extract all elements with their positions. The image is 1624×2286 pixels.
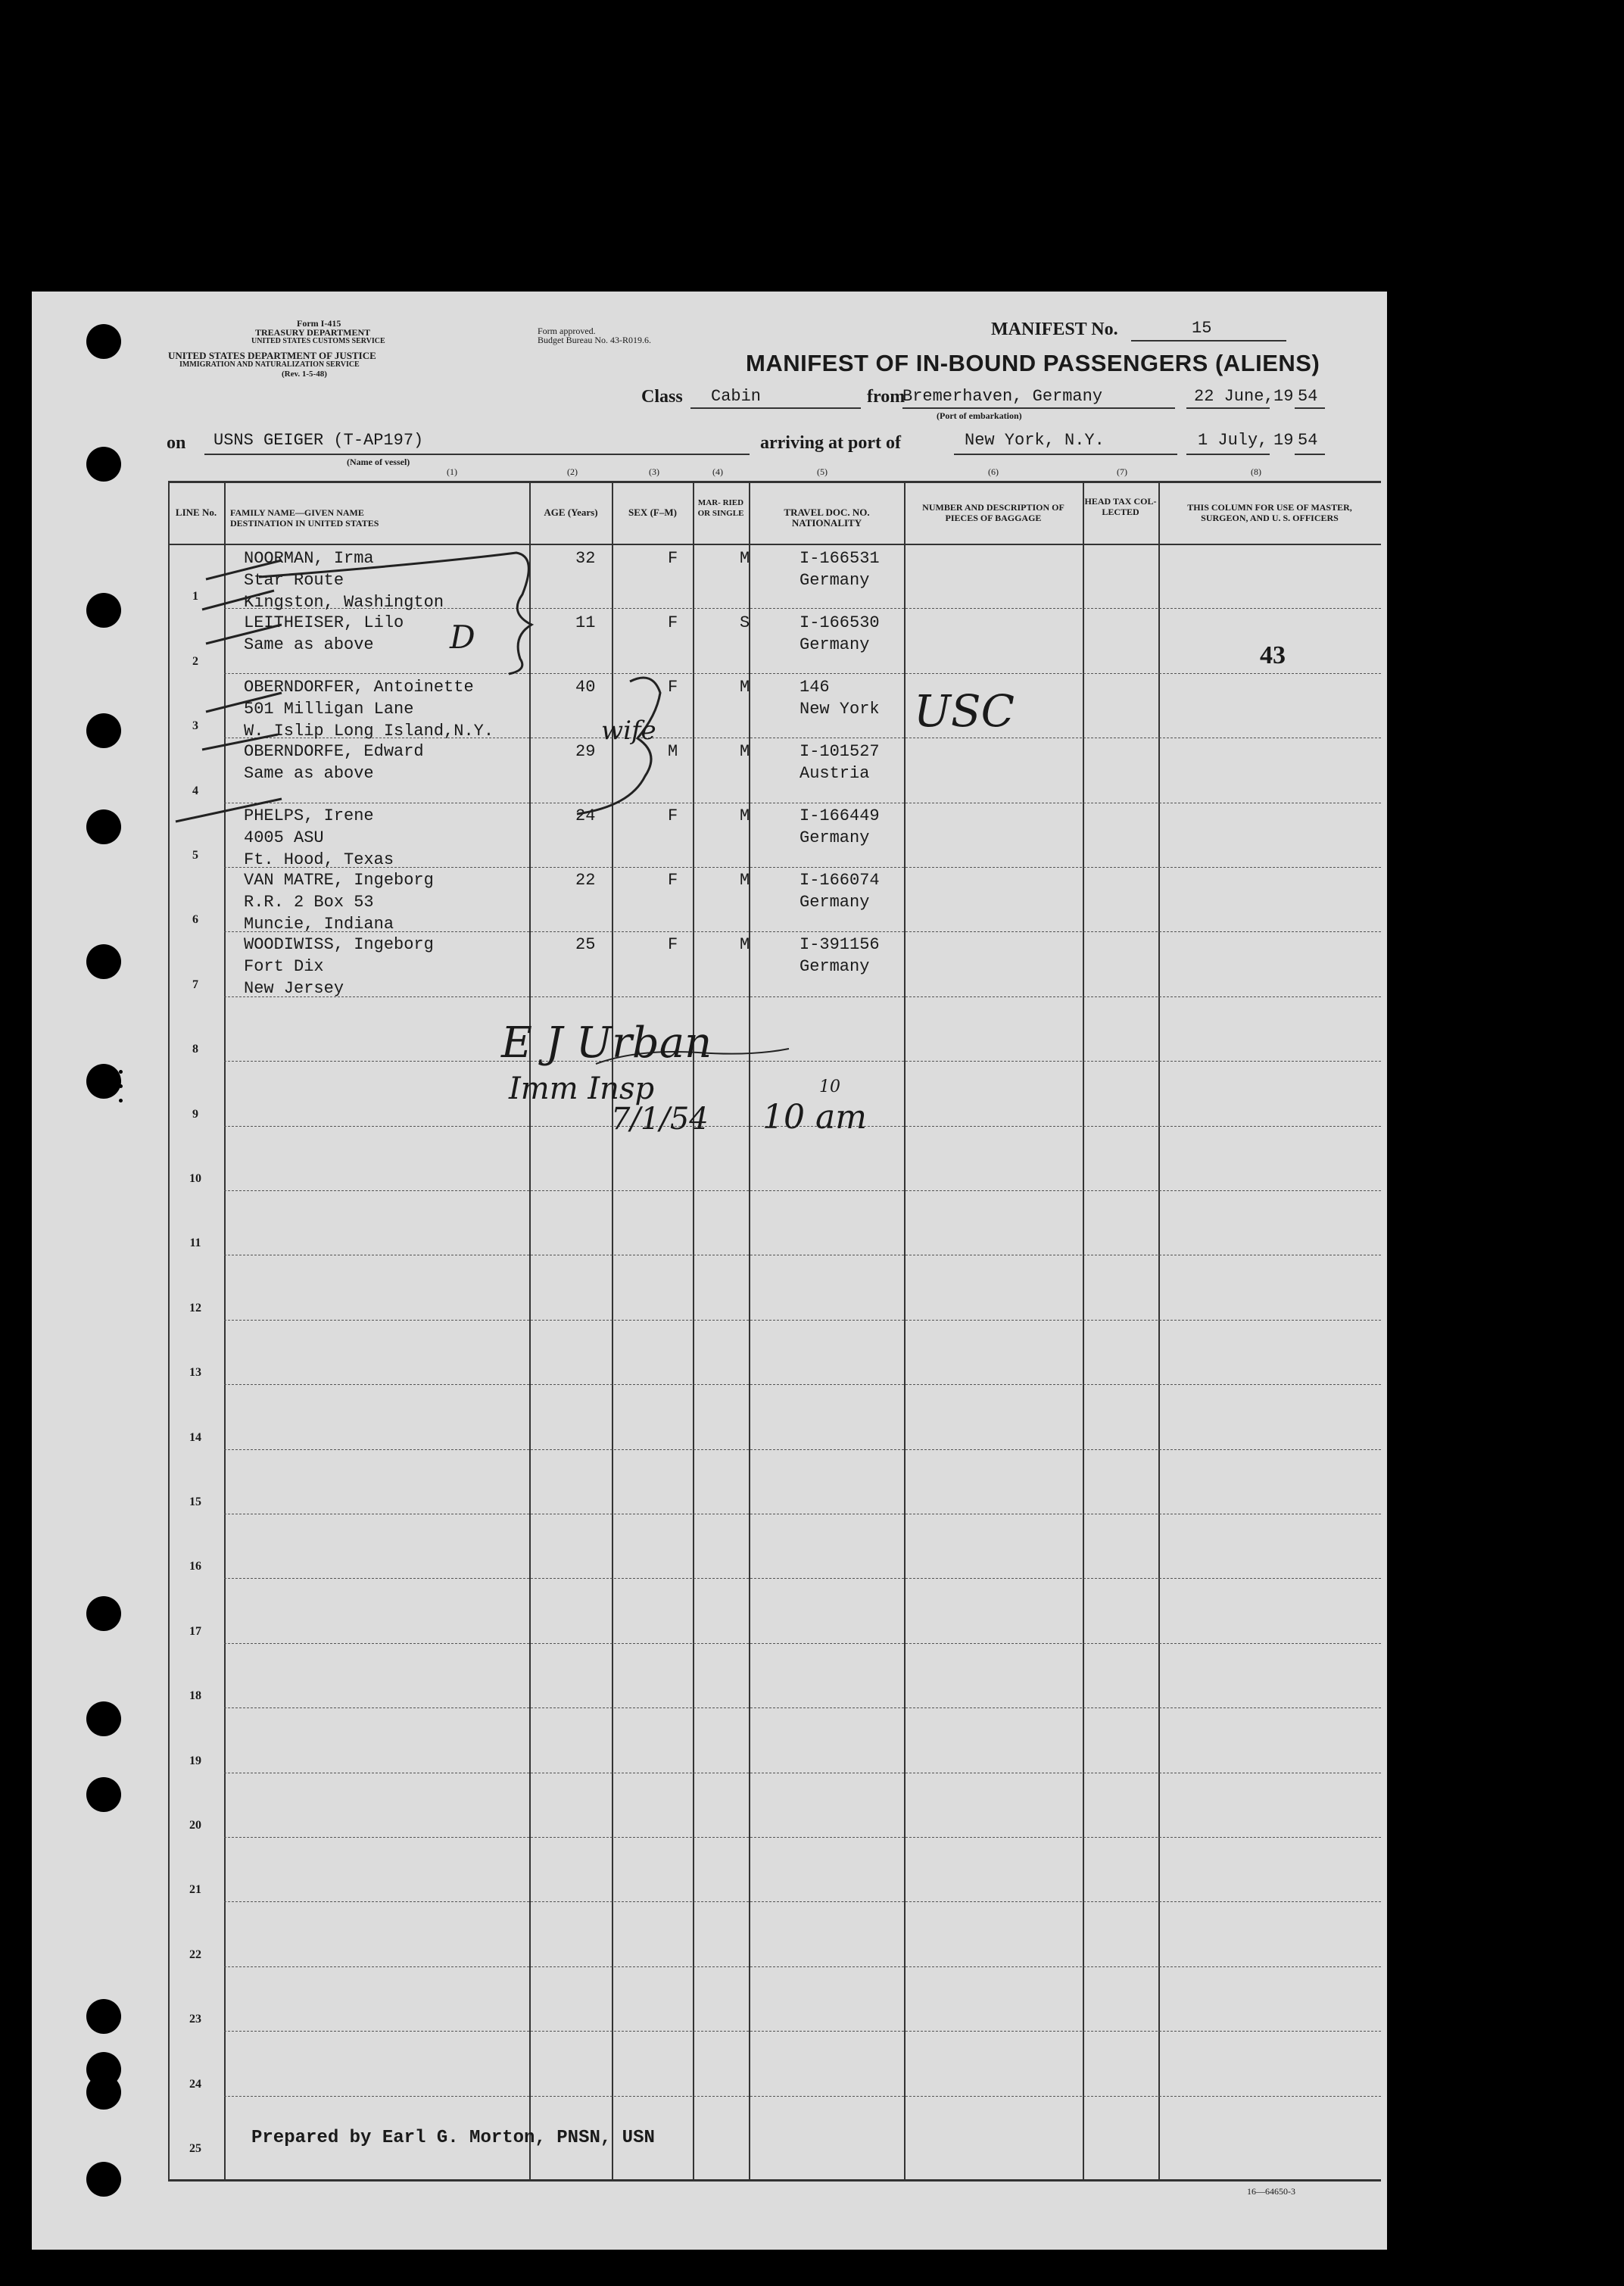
line-number: 10 bbox=[189, 1172, 201, 1185]
manifest-title: MANIFEST OF IN-BOUND PASSENGERS (ALIENS) bbox=[746, 350, 1320, 376]
vessel-name: USNS GEIGER (T-AP197) bbox=[214, 431, 424, 450]
class-value: Cabin bbox=[711, 387, 762, 406]
passenger-sex: F bbox=[668, 678, 678, 697]
vessel-caption: (Name of vessel) bbox=[347, 457, 410, 467]
line-number: 24 bbox=[189, 2077, 201, 2091]
depart-year: 54 bbox=[1298, 387, 1318, 406]
travel-doc-number: I-166449 bbox=[800, 806, 880, 825]
col-header-officers: THIS COLUMN FOR USE OF MASTER, SURGEON, AND U. S. OFFICERS bbox=[1187, 502, 1352, 523]
passenger-destination: 501 Milligan Lane bbox=[244, 700, 414, 719]
row-divider bbox=[224, 1966, 1381, 1967]
punch-hole bbox=[86, 2162, 121, 2197]
punch-hole bbox=[86, 944, 121, 979]
punch-hole bbox=[86, 1701, 121, 1736]
col-header-head-tax: HEAD TAX COL- LECTED bbox=[1084, 496, 1157, 517]
line-number: 3 bbox=[192, 719, 198, 733]
row-divider bbox=[224, 996, 1381, 997]
passenger-name: OBERNDORFE, Edward bbox=[244, 742, 424, 761]
passenger-destination: Fort Dix bbox=[244, 957, 324, 976]
row-divider bbox=[224, 1837, 1381, 1838]
col-header-age: AGE (Years) bbox=[544, 507, 598, 518]
line-number: 13 bbox=[189, 1366, 201, 1380]
passenger-name: LEITHEISER, Lilo bbox=[244, 613, 404, 632]
inspection-time-mark: 10 bbox=[819, 1078, 840, 1096]
arrival-port: New York, N.Y. bbox=[965, 431, 1105, 450]
row-divider bbox=[224, 1449, 1381, 1450]
row-divider bbox=[224, 1707, 1381, 1708]
passenger-sex: F bbox=[668, 806, 678, 825]
punch-hole bbox=[86, 1596, 121, 1631]
form-approved: Form approved. bbox=[538, 326, 596, 336]
line-number: 23 bbox=[189, 2013, 201, 2026]
col-num: (1) bbox=[447, 466, 457, 477]
row-divider bbox=[224, 1643, 1381, 1644]
line-number: 4 bbox=[192, 784, 198, 797]
passenger-age: 40 bbox=[575, 678, 596, 697]
punch-speck bbox=[119, 1070, 123, 1074]
nationality: Germany bbox=[800, 957, 870, 976]
nationality: Austria bbox=[800, 764, 870, 783]
punch-hole bbox=[86, 1777, 121, 1812]
line-number: 22 bbox=[189, 1948, 201, 1961]
punch-hole bbox=[86, 324, 121, 359]
punch-hole bbox=[86, 447, 121, 482]
dept-treasury-sub: UNITED STATES CUSTOMS SERVICE bbox=[251, 337, 385, 345]
handwritten-usc: USC bbox=[914, 685, 1015, 737]
punch-hole bbox=[86, 1064, 121, 1099]
dept-treasury: TREASURY DEPARTMENT bbox=[255, 327, 371, 338]
line-number: 21 bbox=[189, 1883, 201, 1897]
inspector-title: Imm Insp bbox=[509, 1071, 655, 1106]
arriving-label: arriving at port of bbox=[760, 433, 901, 453]
passenger-destination: 4005 ASU bbox=[244, 828, 324, 847]
col-num: (3) bbox=[649, 466, 659, 477]
passenger-name: WOODIWISS, Ingeborg bbox=[244, 935, 434, 954]
passenger-age: 32 bbox=[575, 549, 596, 568]
passenger-destination: R.R. 2 Box 53 bbox=[244, 893, 374, 912]
passenger-sex: F bbox=[668, 871, 678, 890]
passenger-name: VAN MATRE, Ingeborg bbox=[244, 871, 434, 890]
travel-doc-number: 146 bbox=[800, 678, 830, 697]
passenger-destination: Same as above bbox=[244, 764, 374, 783]
col-header-line-no: LINE No. bbox=[175, 507, 217, 518]
form-revision: (Rev. 1-5-48) bbox=[282, 370, 327, 379]
dept-justice-sub: IMMIGRATION AND NATURALIZATION SERVICE bbox=[179, 360, 360, 369]
col-header-baggage: NUMBER AND DESCRIPTION OF PIECES OF BAGGAGE bbox=[922, 502, 1064, 523]
travel-doc-number: I-166074 bbox=[800, 871, 880, 890]
nationality: Germany bbox=[800, 893, 870, 912]
passenger-name: PHELPS, Irene bbox=[244, 806, 374, 825]
line-number: 7 bbox=[192, 978, 198, 991]
depart-year-prefix: 19 bbox=[1273, 387, 1294, 406]
form-number: Form I-415 bbox=[297, 318, 341, 329]
travel-doc-number: I-166531 bbox=[800, 549, 880, 568]
row-divider bbox=[224, 1578, 1381, 1579]
travel-doc-number: I-101527 bbox=[800, 742, 880, 761]
line-number: 14 bbox=[189, 1430, 201, 1444]
dept-justice: UNITED STATES DEPARTMENT OF JUSTICE bbox=[168, 350, 376, 361]
passenger-sex: F bbox=[668, 549, 678, 568]
inspector-signature: E J Urban bbox=[501, 1018, 712, 1068]
line-number: 18 bbox=[189, 1689, 201, 1703]
nationality: Germany bbox=[800, 571, 870, 590]
row-divider bbox=[224, 1320, 1381, 1321]
passenger-destination: Muncie, Indiana bbox=[244, 915, 394, 934]
passenger-destination: New Jersey bbox=[244, 979, 344, 998]
line-number: 17 bbox=[189, 1624, 201, 1638]
passenger-sex: F bbox=[668, 935, 678, 954]
row-divider bbox=[224, 2096, 1381, 2097]
passenger-age: 29 bbox=[575, 742, 596, 761]
line-number: 6 bbox=[192, 913, 198, 927]
punch-speck bbox=[119, 1084, 123, 1088]
prepared-by: Prepared by Earl G. Morton, PNSN, USN bbox=[251, 2128, 655, 2148]
col-header-married: MAR- RIED OR SINGLE bbox=[697, 498, 744, 518]
col-num: (8) bbox=[1251, 466, 1261, 477]
passenger-age: 22 bbox=[575, 871, 596, 890]
col-num: (2) bbox=[567, 466, 578, 477]
arrival-year-prefix: 19 bbox=[1273, 431, 1294, 450]
row-divider bbox=[224, 673, 1381, 674]
row-divider bbox=[224, 1190, 1381, 1191]
col-num: (6) bbox=[988, 466, 999, 477]
passenger-destination: Kingston, Washington bbox=[244, 593, 444, 612]
nationality: Germany bbox=[800, 635, 870, 654]
passenger-age: 25 bbox=[575, 935, 596, 954]
arrival-date: 1 July, bbox=[1198, 431, 1268, 450]
passenger-age: 11 bbox=[575, 613, 596, 632]
col-num: (7) bbox=[1117, 466, 1127, 477]
handwritten-d-mark: D bbox=[450, 619, 475, 656]
row-divider bbox=[224, 1061, 1381, 1062]
line-number: 20 bbox=[189, 1819, 201, 1832]
nationality: New York bbox=[800, 700, 880, 719]
punch-hole bbox=[86, 809, 121, 844]
punch-hole bbox=[86, 1999, 121, 2034]
row-divider bbox=[224, 1901, 1381, 1902]
passenger-ms: M bbox=[740, 935, 750, 954]
depart-date: 22 June, bbox=[1194, 387, 1274, 406]
punch-hole bbox=[86, 2075, 121, 2110]
passenger-ms: M bbox=[740, 871, 750, 890]
col-header-travel-doc: TRAVEL DOC. NO. NATIONALITY bbox=[784, 507, 870, 529]
passenger-ms: M bbox=[740, 742, 750, 761]
line-number: 8 bbox=[192, 1043, 198, 1056]
class-label: Class bbox=[641, 387, 683, 407]
passenger-sex: F bbox=[668, 613, 678, 632]
handwriting-strokes bbox=[32, 292, 1387, 2250]
col-num: (5) bbox=[817, 466, 828, 477]
line-number: 11 bbox=[189, 1237, 201, 1250]
passenger-destination: Star Route bbox=[244, 571, 344, 590]
inspection-time: 10 am bbox=[762, 1098, 867, 1137]
passenger-count: 43 bbox=[1260, 641, 1286, 669]
passenger-name: OBERNDORFER, Antoinette bbox=[244, 678, 474, 697]
line-number: 12 bbox=[189, 1301, 201, 1315]
punch-hole bbox=[86, 593, 121, 628]
passenger-age: 24 bbox=[575, 806, 596, 825]
line-number: 2 bbox=[192, 654, 198, 668]
port-embark-caption: (Port of embarkation) bbox=[937, 410, 1022, 421]
travel-doc-number: I-391156 bbox=[800, 935, 880, 954]
col-header-sex: SEX (F–M) bbox=[628, 507, 677, 518]
passenger-ms: S bbox=[740, 613, 750, 632]
line-number: 15 bbox=[189, 1495, 201, 1508]
passenger-ms: M bbox=[740, 806, 750, 825]
manifest-no-label: MANIFEST No. bbox=[991, 320, 1118, 339]
line-number: 19 bbox=[189, 1754, 201, 1767]
line-number: 1 bbox=[192, 590, 198, 603]
passenger-name: NOORMAN, Irma bbox=[244, 549, 374, 568]
arrival-year: 54 bbox=[1298, 431, 1318, 450]
inspection-date: 7/1/54 bbox=[611, 1102, 709, 1137]
from-label: from bbox=[867, 387, 906, 407]
line-number: 9 bbox=[192, 1107, 198, 1121]
passenger-destination: Same as above bbox=[244, 635, 374, 654]
budget-bureau: Budget Bureau No. 43-R019.6. bbox=[538, 335, 651, 345]
row-divider bbox=[224, 2031, 1381, 2032]
punch-hole bbox=[86, 713, 121, 748]
handwritten-wife: wife bbox=[601, 716, 656, 746]
col-header-name: FAMILY NAME—GIVEN NAME DESTINATION IN UNITED STATES bbox=[230, 507, 379, 529]
passenger-ms: M bbox=[740, 678, 750, 697]
passenger-destination: Ft. Hood, Texas bbox=[244, 850, 394, 869]
row-divider bbox=[224, 1384, 1381, 1385]
manifest-sheet bbox=[32, 292, 1387, 2250]
line-number: 16 bbox=[189, 1560, 201, 1573]
port-of-embarkation: Bremerhaven, Germany bbox=[902, 387, 1103, 406]
travel-doc-number: I-166530 bbox=[800, 613, 880, 632]
line-number: 25 bbox=[189, 2142, 201, 2155]
print-code: 16—64650-3 bbox=[1247, 2186, 1295, 2197]
col-num: (4) bbox=[712, 466, 723, 477]
line-number: 5 bbox=[192, 849, 198, 862]
nationality: Germany bbox=[800, 828, 870, 847]
row-divider bbox=[224, 867, 1381, 868]
passenger-destination: W. Islip Long Island,N.Y. bbox=[244, 722, 494, 741]
manifest-no-value: 15 bbox=[1192, 319, 1212, 338]
on-label: on bbox=[167, 433, 186, 453]
row-divider bbox=[224, 931, 1381, 932]
punch-speck bbox=[119, 1099, 123, 1102]
passenger-sex: M bbox=[668, 742, 678, 761]
passenger-ms: M bbox=[740, 549, 750, 568]
